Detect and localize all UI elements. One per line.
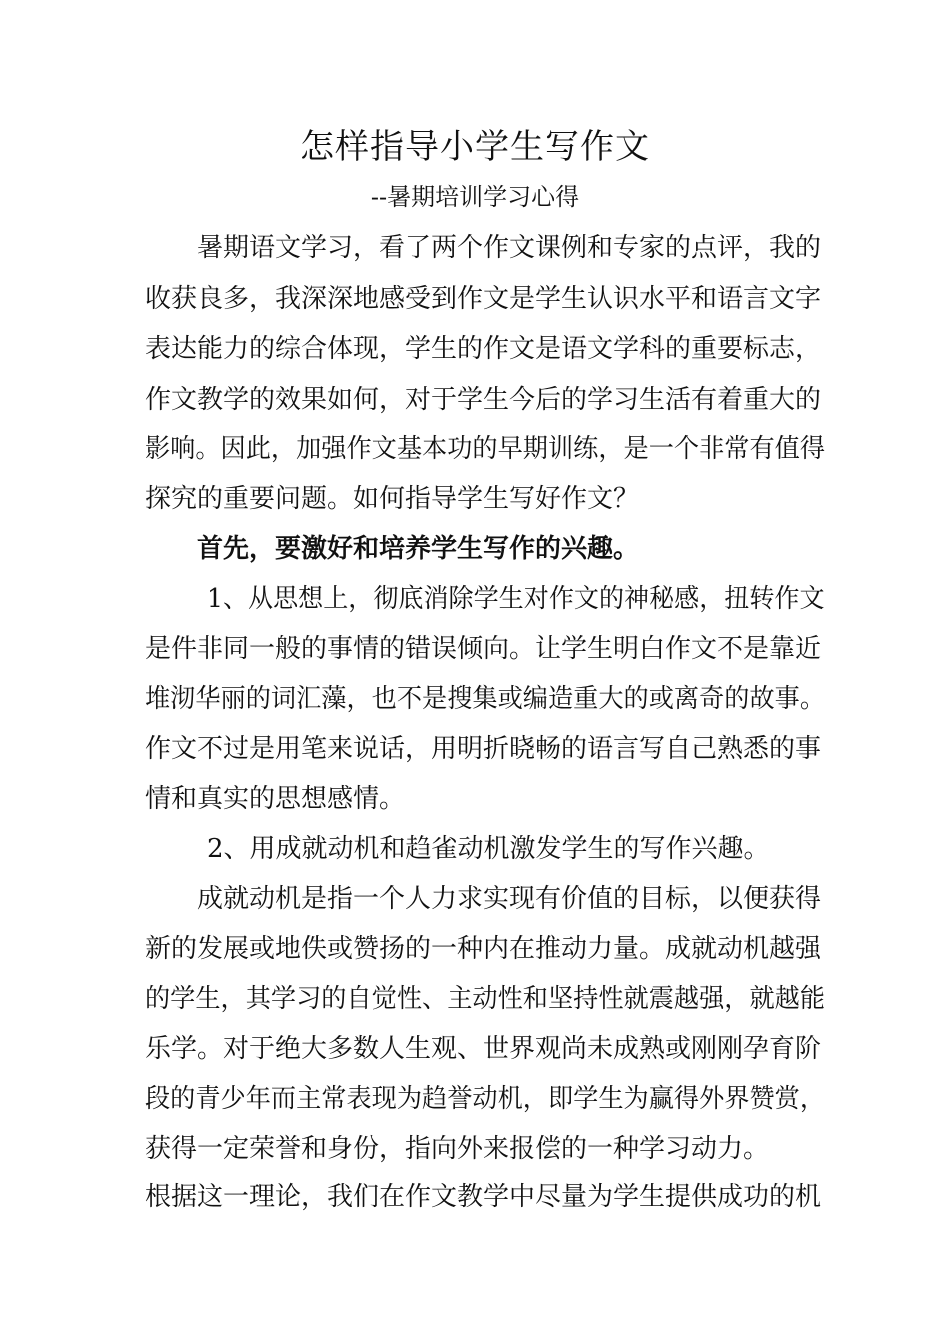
text-line: 堆沏华丽的词汇藻，也不是搜集或编造重大的或离奇的故事。 xyxy=(145,684,826,714)
document-subtitle: --暑期培训学习心得 xyxy=(370,183,580,211)
text-line: 表达能力的综合体现，学生的作文是语文学科的重要标志， xyxy=(145,334,822,364)
section-heading: 首先，要激好和培养学生写作的兴趣。 xyxy=(197,534,640,564)
text-line: 成就动机是指一个人力求实现有价值的目标，以便获得 xyxy=(197,884,822,914)
text-line: 乐学。对于绝大多数人生观、世界观尚未成熟或刚刚孕育阶 xyxy=(145,1034,822,1064)
text-line: 是件非同一般的事情的错误倾向。让学生明白作文不是靠近 xyxy=(145,634,822,664)
text-line: 新的发展或地佚或赞扬的一种内在推动力量。成就动机越强 xyxy=(145,934,822,964)
text-line: 情和真实的思想感情。 xyxy=(145,784,406,814)
text-line: 收获良多，我深深地感受到作文是学生认识水平和语言文字 xyxy=(145,284,822,314)
text-line: 1、从思想上，彻底消除学生对作文的神秘感，扭转作文 xyxy=(207,584,825,614)
text-line: 获得一定荣誉和身份，指向外来报偿的一种学习动力。 xyxy=(145,1134,770,1164)
text-line: 根据这一理论，我们在作文教学中尽量为学生提供成功的机 xyxy=(145,1182,822,1212)
text-line: 探究的重要问题。如何指导学生写好作文？ xyxy=(145,484,640,514)
text-line: 影响。因此，加强作文基本功的早期训练，是一个非常有值得 xyxy=(145,434,826,464)
text-line: 作文教学的效果如何，对于学生今后的学习生活有着重大的 xyxy=(145,385,822,415)
text-line: 作文不过是用笔来说话，用明折晓畅的语言写自己熟悉的事 xyxy=(145,734,822,764)
text-line: 2、用成就动机和趋雀动机激发学生的写作兴趣。 xyxy=(207,834,770,864)
text-line: 的学生，其学习的自觉性、主动性和坚持性就震越强，就越能 xyxy=(145,984,826,1014)
text-line: 段的青少年而主常表现为趋誉动机，即学生为赢得外界赞赏， xyxy=(145,1084,826,1114)
document-title: 怎样指导小学生写作文 xyxy=(300,127,650,167)
text-line: 暑期语文学习，看了两个作文课例和专家的点评，我的 xyxy=(197,233,822,263)
